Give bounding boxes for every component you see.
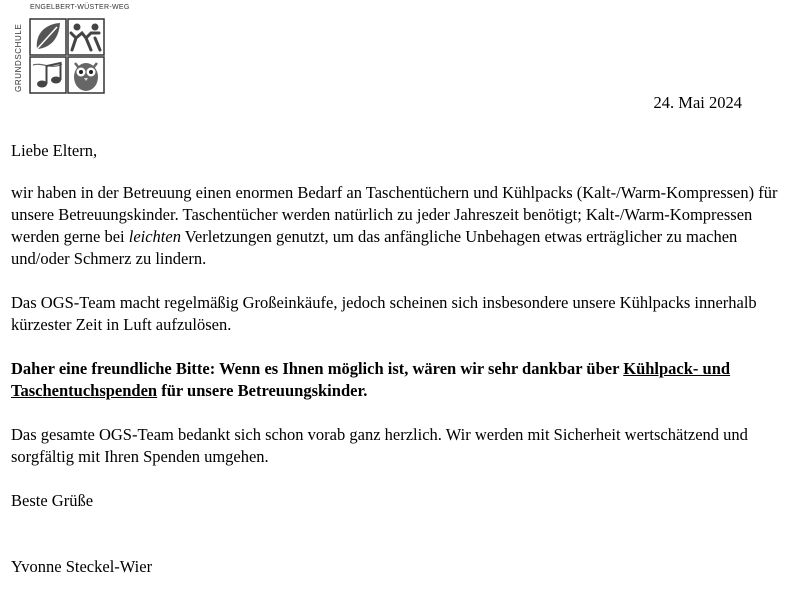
owl-icon <box>68 57 104 93</box>
leaf-icon <box>30 19 66 55</box>
letter-date: 24. Mai 2024 <box>653 93 742 112</box>
paragraph-purchases: Das OGS-Team macht regelmäßig Großeinkäufe, jedoch scheinen sich insbesondere unsere Kühlpacks innerhalb kürzester Zeit in Luft aufzulösen. <box>11 293 757 334</box>
music-note-icon <box>30 57 66 93</box>
paragraph-need-text-end: Verletzungen genutzt, um das anfängliche Unbehagen etwas erträglicher zu machen und/oder Schmerz zu lindern. <box>11 227 738 268</box>
school-logo <box>8 4 130 94</box>
emphasis-leichten: leichten <box>128 227 181 246</box>
logo-street-text: ENGELBERT-WÜSTER-WEG <box>30 4 130 11</box>
paragraph-request-text: Daher eine freundliche Bitte: Wenn es Ihnen möglich ist, wären wir sehr dankbar über <box>11 359 624 378</box>
paragraph-need <box>11 182 786 270</box>
letter-body <box>11 140 786 578</box>
paragraph-need-text: wir haben in der Betreuung einen enormen Bedarf an Taschentüchern und Kühlpacks (Kalt-/Warm-Kompressen) für unsere Betreuungskinder. Taschentücher werden natürlich zu jeder Jahreszeit benötigt; Kalt-/Warm-Kompressen werden gerne bei <box>11 183 778 246</box>
closing: Beste Grüße <box>11 491 94 510</box>
salutation: Liebe Eltern, <box>11 141 98 160</box>
paragraph-thanks: Das gesamte OGS-Team bedankt sich schon vorab ganz herzlich. Wir werden mit Sicherheit wertschätzend und sorgfältig mit Ihren Spenden umgehen. <box>11 425 748 466</box>
logo-school-text: GRUNDSCHULE <box>14 23 23 92</box>
paragraph-request <box>11 358 786 402</box>
people-icon <box>68 19 104 55</box>
paragraph-request-text-end: für unsere Betreuungskinder. <box>157 381 368 400</box>
logo-emblem <box>29 18 105 94</box>
donation-items: Kühlpack- und Taschentuchspenden <box>11 359 731 400</box>
signature: Yvonne Steckel-Wier <box>11 557 153 576</box>
